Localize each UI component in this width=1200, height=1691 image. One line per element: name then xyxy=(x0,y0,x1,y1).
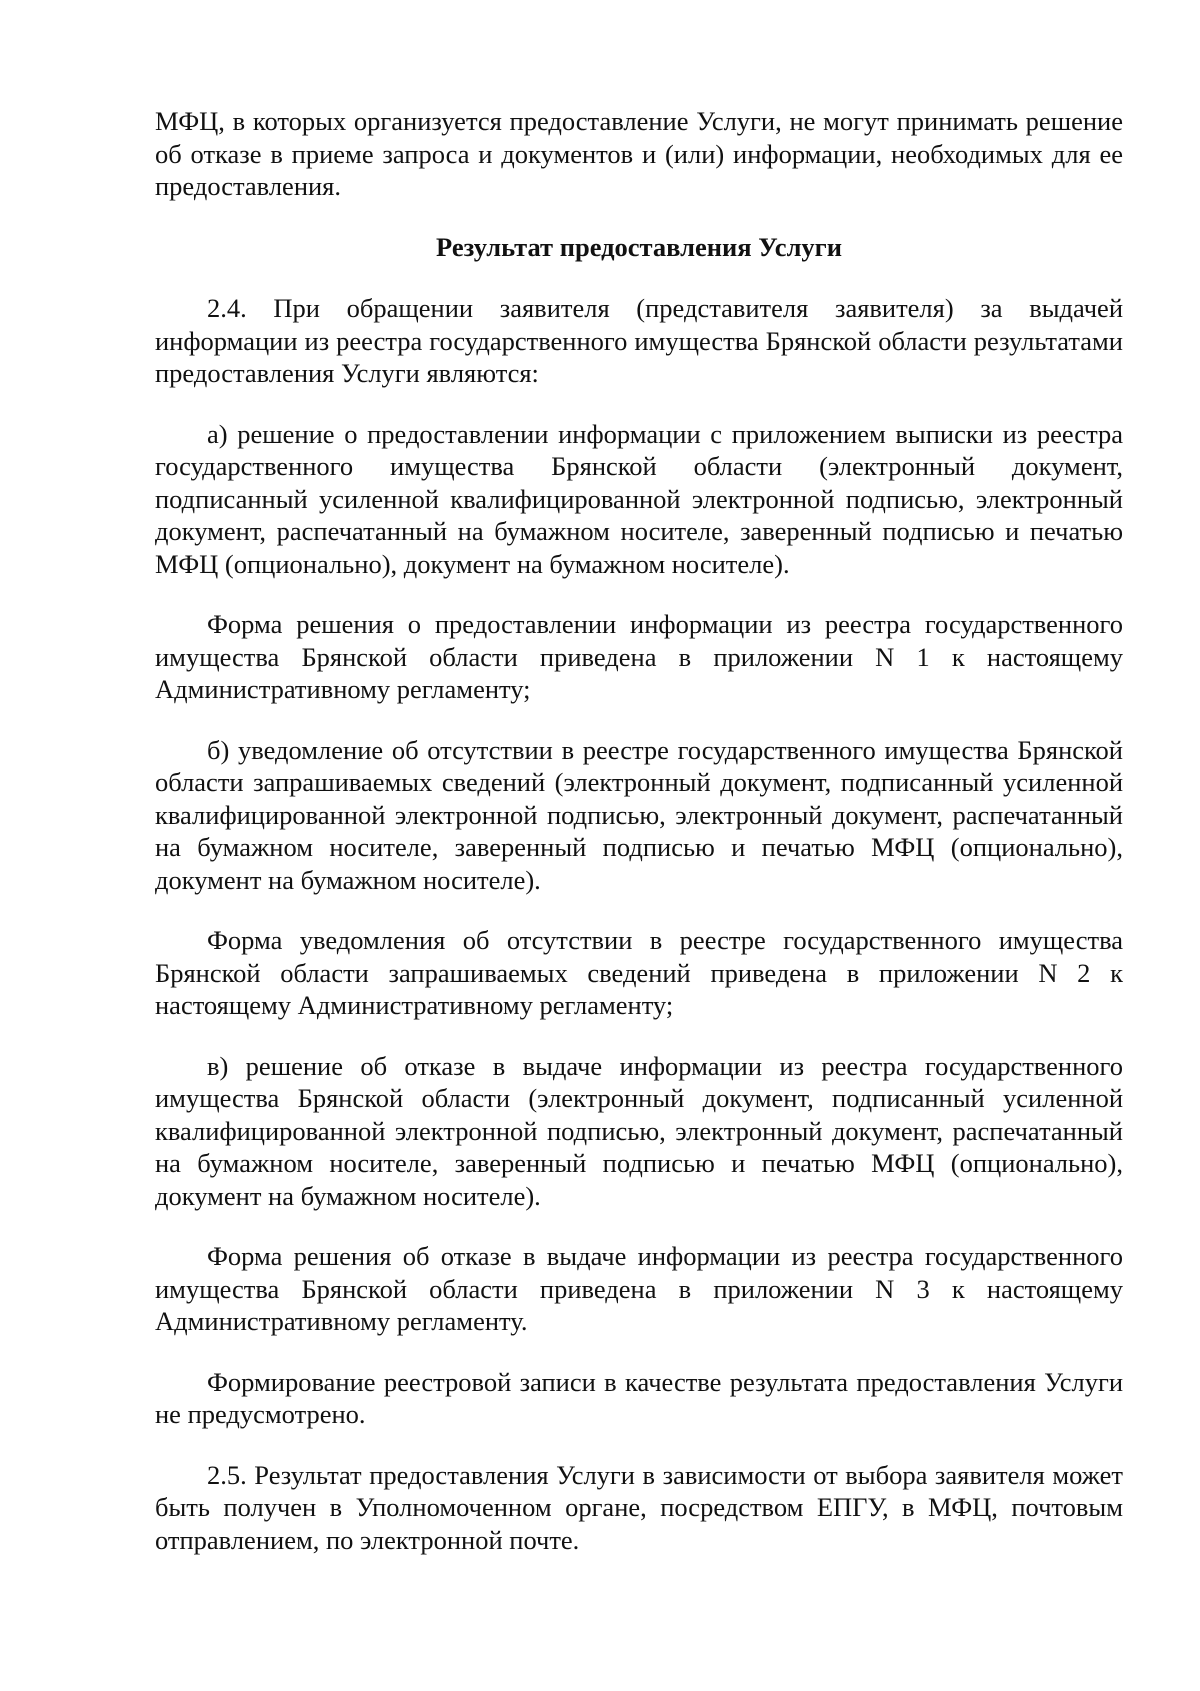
paragraph-form-3: Форма решения об отказе в выдаче информации из реестра государственного имущества Брянской области приведена в приложении N 3 к настоящему Административному регламенту. xyxy=(155,1241,1123,1336)
paragraph-2-5: 2.5. Результат предоставления Услуги в зависимости от выбора заявителя может быть получен в Уполномоченном органе, посредством ЕПГУ, в МФЦ, почтовым отправлением, по электронной почте. xyxy=(155,1459,1123,1555)
intro-paragraph: МФЦ, в которых организуется предоставление Услуги, не могут принимать решение об отказе в приеме запроса и документов и (или) информации, необходимых для ее предоставления. xyxy=(155,106,1123,201)
paragraph-2-4: 2.4. При обращении заявителя (представителя заявителя) за выдачей информации из реестра государственного имущества Брянской области результатами предоставления Услуги являются: xyxy=(155,293,1123,388)
paragraph-item-b: б) уведомление об отсутствии в реестре государственного имущества Брянской области запрашиваемых сведений (электронный документ, подписанный усиленной квалифицированной электронной подписью, электронный документ, распечатанный на бумажном носителе, заверенный подписью и печатью МФЦ (опционально), документ на бумажном носителе). xyxy=(155,734,1123,895)
section-heading: Результат предоставления Услуги xyxy=(436,231,842,262)
paragraph-form-1: Форма решения о предоставлении информации из реестра государственного имущества Брянской области приведена в приложении N 1 к настоящему Административному регламенту; xyxy=(155,609,1123,704)
paragraph-item-v: в) решение об отказе в выдаче информации из реестра государственного имущества Брянской области (электронный документ, подписанный усиленной квалифицированной электронной подписью, электронный документ, распечатанный на бумажном носителе, заверенный подписью и печатью МФЦ (опционально), документ на бумажном носителе). xyxy=(155,1050,1123,1211)
paragraph-form-2: Форма уведомления об отсутствии в реестре государственного имущества Брянской области запрашиваемых сведений приведена в приложении N 2 к настоящему Административному регламенту; xyxy=(155,925,1123,1020)
document-body xyxy=(155,105,1123,1584)
paragraph-registry-record: Формирование реестровой записи в качестве результата предоставления Услуги не предусмотрено. xyxy=(155,1366,1123,1429)
paragraph-item-a: а) решение о предоставлении информации с приложением выписки из реестра государственного имущества Брянской области (электронный документ, подписанный усиленной квалифицированной электронной подписью, электронный документ, распечатанный на бумажном носителе, заверенный подписью и печатью МФЦ (опционально), документ на бумажном носителе). xyxy=(155,418,1123,579)
